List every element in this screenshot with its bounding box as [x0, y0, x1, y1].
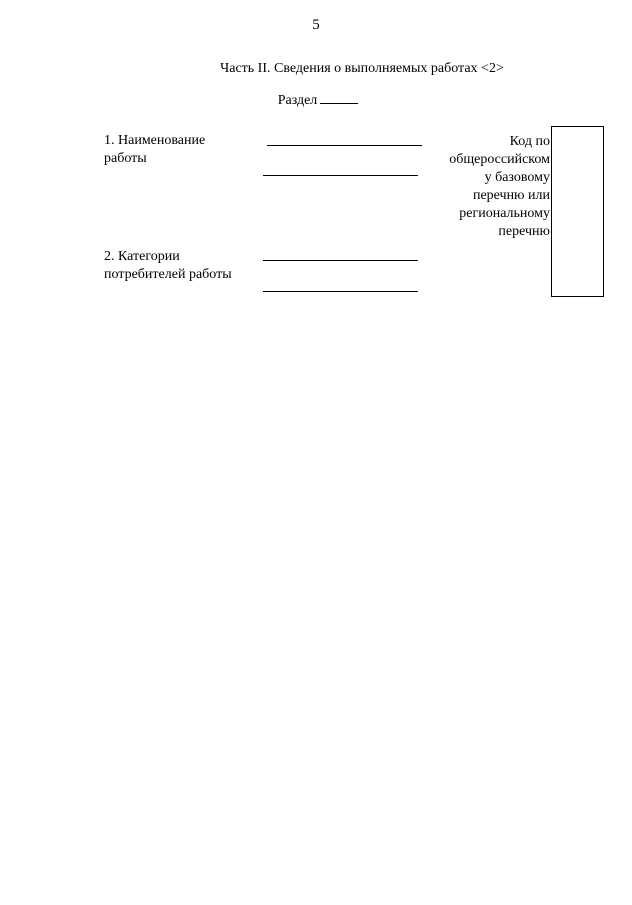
code-label	[420, 133, 550, 241]
field-consumer-categories-line-2[interactable]	[263, 291, 418, 292]
section-number-blank[interactable]	[320, 91, 358, 104]
section-label	[0, 91, 632, 110]
field-consumer-categories-label-line-1: 2. Категории	[104, 249, 180, 264]
code-label-line-2: общероссийском	[449, 152, 550, 167]
code-label-line-5: региональному	[459, 206, 550, 221]
code-label-line-6: перечню	[498, 224, 550, 239]
section-label-text: Раздел	[277, 93, 318, 108]
field-consumer-categories-line-1[interactable]	[263, 260, 418, 261]
page-number: 5	[312, 17, 320, 33]
code-label-line-4: перечню или	[472, 188, 550, 203]
code-label-line-1: Код по	[509, 134, 550, 149]
field-work-name-label	[104, 132, 264, 168]
field-work-name-label-line-2: работы	[104, 151, 147, 166]
field-work-name-label-line-1: 1. Наименование	[104, 133, 206, 148]
field-work-name-line-2[interactable]	[263, 175, 418, 176]
field-work-name-line-1[interactable]	[267, 145, 422, 146]
part-title: Часть II. Сведения о выполняемых работах <2>	[220, 61, 504, 76]
field-consumer-categories-label	[104, 248, 264, 284]
field-consumer-categories-label-line-2: потребителей работы	[104, 267, 232, 282]
code-box[interactable]	[551, 126, 604, 297]
code-label-line-3: у базовому	[484, 170, 550, 185]
